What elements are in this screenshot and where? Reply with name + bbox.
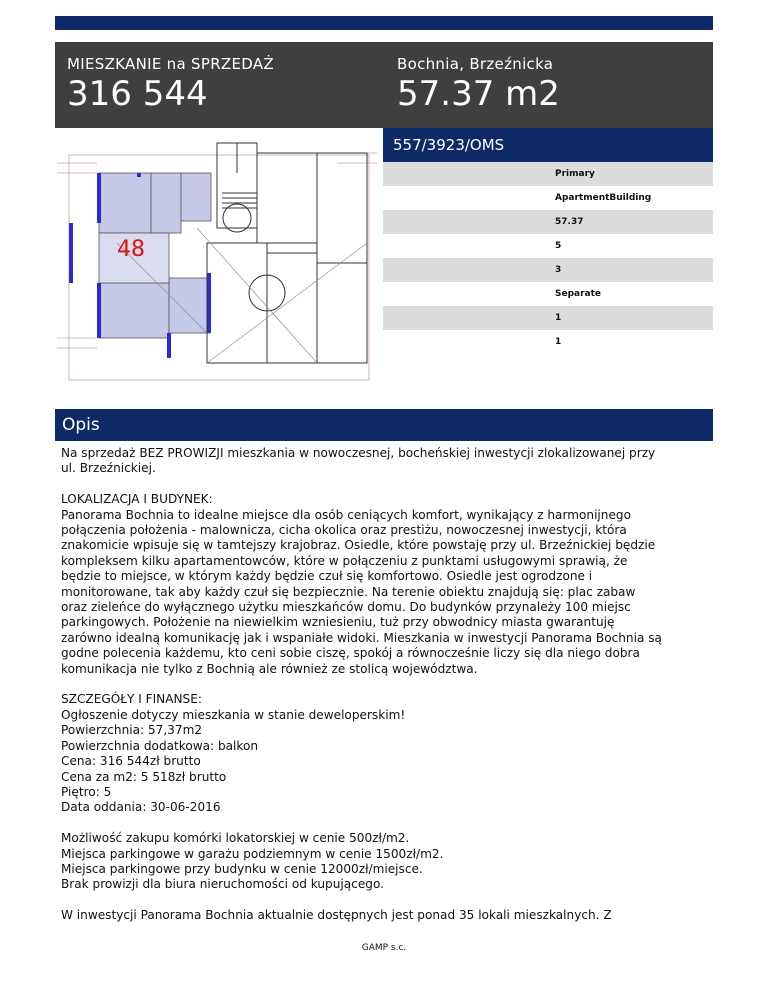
listing-area: 57.37 m2 <box>397 74 560 114</box>
attribute-value: 3 <box>547 258 713 282</box>
attributes-table <box>383 162 713 354</box>
floor-plan-image <box>57 133 377 391</box>
listing-location: Bochnia, Brzeźnicka <box>397 55 554 73</box>
attribute-row <box>383 186 713 210</box>
description-paragraph: SZCZEGÓŁY I FINANSE: Ogłoszenie dotyczy mieszkania w stanie deweloperskim! Powierzchnia: 57,37m2 Powierzchnia dodatkowa: balkon Cena: 316 544zł brutto Cena za m2: 5 518zł brutto Piętro: 5 Data oddania: 30-06-2016 <box>61 692 406 815</box>
description-paragraph: Na sprzedaż BEZ PROWIZJI mieszkania w nowoczesnej, bocheńskiej inwestycji zlokalizowanej przy ul. Brzeźnickiej. <box>61 446 656 476</box>
attribute-row <box>383 258 713 282</box>
description-paragraph: W inwestycji Panorama Bochnia aktualnie dostępnych jest ponad 35 lokali mieszkalnych. Z <box>61 908 612 923</box>
attribute-row <box>383 282 713 306</box>
offer-id: 557/3923/OMS <box>383 128 713 162</box>
attribute-value: 57.37 <box>547 210 713 234</box>
attribute-value: 1 <box>547 306 713 330</box>
description-heading: Opis <box>55 409 713 441</box>
description-body <box>61 446 711 939</box>
listing-type: MIESZKANIE na SPRZEDAŻ <box>67 55 274 73</box>
listing-price: 316 544 <box>67 74 208 114</box>
attribute-value: Separate <box>547 282 713 306</box>
attribute-value: ApartmentBuilding <box>547 186 713 210</box>
attribute-row <box>383 306 713 330</box>
footer-company: GAMP s.c. <box>361 943 407 953</box>
description-paragraph: LOKALIZACJA I BUDYNEK: Panorama Bochnia to idealne miejsce dla osób ceniących komfort, wynikający z harmonijnego połączenia położenia - malownicza, cicha okolica oraz prestiżu, nowoczesnej inwestycji, która znakomicie wpisuje się w tamtejszy krajobraz. Osiedle, które powstaję przy ul. Brzeźnickiej będzie kompleksem kilku apartamentowców, które w połączeniu z punktami usługowymi sprawią, że będzie to miejsce, w którym każdy będzie czuł się komfortowo. Osiedle jest ogrodzone i monitorowane, tak aby każdy czuł się bezpiecznie. Na terenie obiektu znajdują się: plac zabaw oraz zieleńce do wyłącznego użytku mieszkańców domu. Do budynków przynależy 100 miejsc parkingowych. Położenie na niewielkim wzniesieniu, tuż przy obwodnicy miasta gwarantuję zarówno idealną komunikację jak i wspaniałe widoki. Mieszkania w inwestycji Panorama Bochnia są godne polecenia każdemu, kto ceni sobie ciszę, spokój a równocześnie liczy się dla niego dobra komunikacja nie tylko z Bochnią ale również ze stolicą województwa. <box>61 492 662 676</box>
top-accent-bar <box>55 16 713 30</box>
listing-header <box>55 42 713 128</box>
attribute-value: Primary <box>547 162 713 186</box>
unit-number: 48 <box>117 237 145 262</box>
attribute-row <box>383 162 713 186</box>
attribute-row <box>383 330 713 354</box>
attribute-row <box>383 234 713 258</box>
attribute-value: 5 <box>547 234 713 258</box>
attribute-value: 1 <box>547 330 713 354</box>
attribute-row <box>383 210 713 234</box>
description-paragraph: Możliwość zakupu komórki lokatorskiej w cenie 500zł/m2. Miejsca parkingowe w garażu podziemnym w cenie 1500zł/m2. Miejsca parkingowe przy budynku w cenie 12000zł/miejsce. Brak prowizji dla biura nieruchomości od kupującego. <box>61 831 444 892</box>
